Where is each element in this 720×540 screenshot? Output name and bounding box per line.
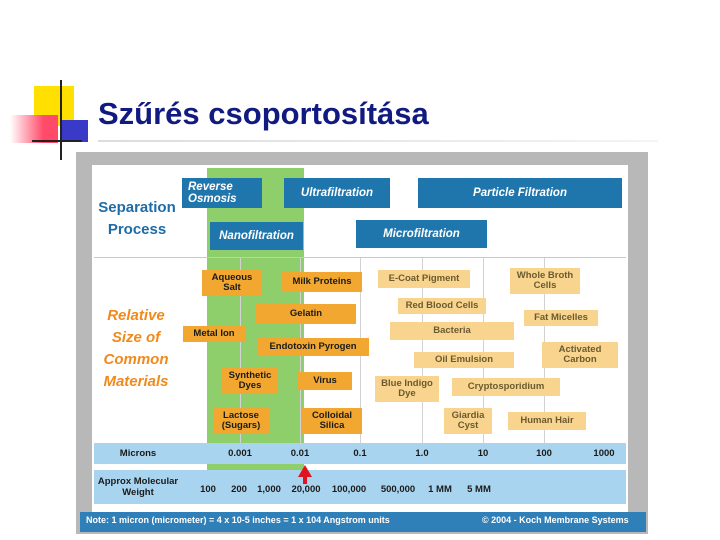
material-ecoat-pigment: E-Coat Pigment	[378, 270, 470, 288]
material-aqueous-salt: Aqueous Salt	[202, 270, 262, 296]
ultrafiltration-box: Ultrafiltration	[284, 178, 390, 208]
mw-tick: 100	[200, 484, 216, 495]
material-human-hair: Human Hair	[508, 412, 586, 430]
material-milk-proteins: Milk Proteins	[282, 272, 362, 292]
relative-title-line: Size of	[111, 329, 161, 346]
mw-tick: 500,000	[380, 484, 416, 495]
nanofiltration-box: Nanofiltration	[210, 222, 303, 250]
decor-blue-square	[60, 120, 88, 142]
mw-tick: 1 MM	[428, 484, 452, 495]
microns-tick: 0.001	[228, 448, 252, 459]
mw-tick: 5 MM	[467, 484, 491, 495]
material-blue-indigo-dye: Blue Indigo Dye	[375, 376, 439, 402]
material-fat-micelles: Fat Micelles	[524, 310, 598, 326]
mw-tick: 100,000	[331, 484, 367, 495]
microfiltration-box: Microfiltration	[356, 220, 487, 248]
slide-title: Szűrés csoportosítása	[98, 96, 429, 131]
mw-tick: 200	[231, 484, 247, 495]
decor-vertical-line	[60, 80, 62, 160]
separation-process-title	[98, 197, 176, 241]
microns-tick: 100	[536, 448, 552, 459]
copyright-text: © 2004 - Koch Membrane Systems	[482, 515, 629, 525]
material-synthetic-dyes: Synthetic Dyes	[222, 368, 278, 394]
material-virus: Virus	[298, 372, 352, 390]
material-red-blood-cells: Red Blood Cells	[398, 298, 486, 314]
material-giardia-cyst: Giardia Cyst	[444, 408, 492, 434]
mw-tick: 1,000	[257, 484, 281, 495]
title-underline	[98, 140, 658, 142]
material-cryptosporidium: Cryptosporidium	[452, 378, 560, 396]
reverse-osmosis-box: Reverse Osmosis	[182, 178, 262, 208]
microns-tick: 0.01	[290, 448, 310, 459]
microns-label: Microns	[119, 448, 157, 459]
separation-title-line: Separation	[98, 199, 176, 216]
molecular-weight-label: Approx Molecular Weight	[97, 476, 179, 498]
material-metal-ion: Metal Ion	[183, 326, 245, 342]
material-whole-broth-cells: Whole Broth Cells	[510, 268, 580, 294]
separation-title-line: Process	[107, 221, 167, 238]
unit-note: Note: 1 micron (micrometer) = 4 x 10-5 inches = 1 x 104 Angstrom units	[86, 515, 390, 525]
decor-red-gradient	[10, 115, 58, 143]
material-colloidal-silica: Colloidal Silica	[302, 408, 362, 434]
material-lactose: Lactose (Sugars)	[213, 408, 269, 434]
material-bacteria: Bacteria	[390, 322, 514, 340]
particle-filtration-box: Particle Filtration	[418, 178, 622, 208]
microns-tick: 1.0	[415, 448, 429, 459]
relative-size-title	[100, 305, 172, 393]
material-gelatin: Gelatin	[256, 304, 356, 324]
relative-title-line: Materials	[103, 373, 169, 390]
relative-title-line: Relative	[107, 307, 165, 324]
mw-tick: 20,000	[291, 484, 321, 495]
decor-horizontal-line	[32, 140, 82, 142]
material-oil-emulsion: Oil Emulsion	[414, 352, 514, 368]
microns-tick: 0.1	[353, 448, 367, 459]
microns-tick: 1000	[593, 448, 615, 459]
microns-tick: 10	[477, 448, 489, 459]
red-arrow-stem	[303, 476, 307, 484]
relative-title-line: Common	[103, 351, 169, 368]
material-activated-carbon: Activated Carbon	[542, 342, 618, 368]
material-endotoxin-pyrogen: Endotoxin Pyrogen	[257, 338, 369, 356]
